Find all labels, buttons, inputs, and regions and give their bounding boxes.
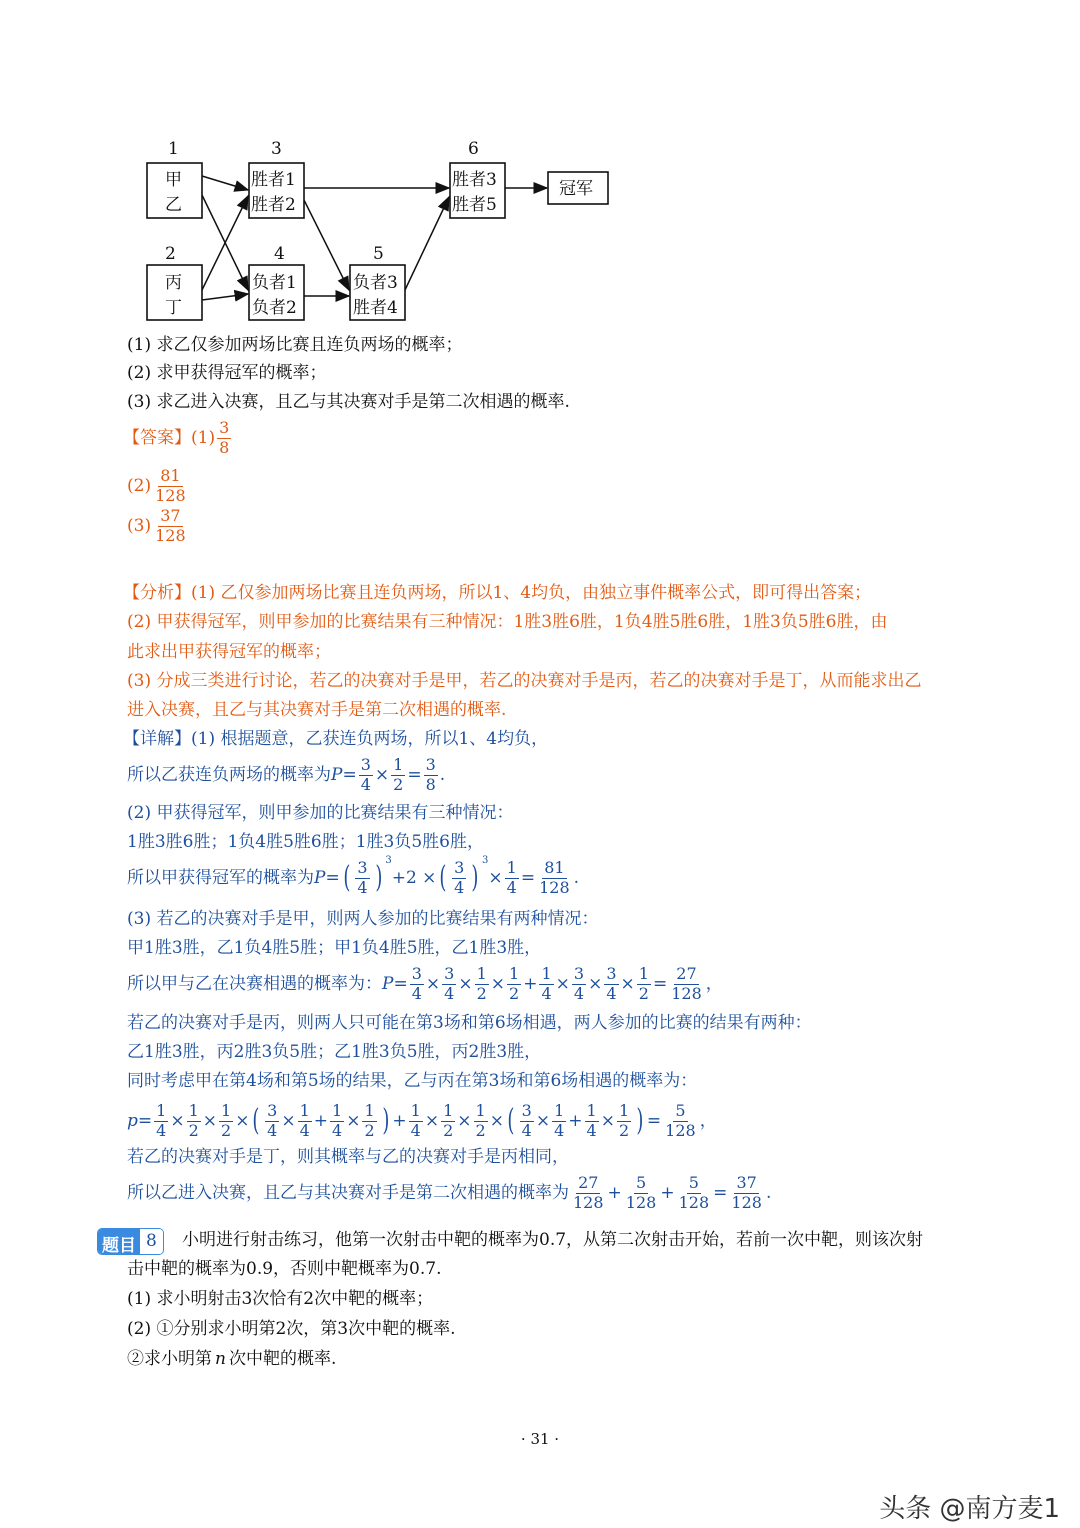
numerator: 27 bbox=[578, 1173, 599, 1192]
numerator: 1 bbox=[156, 1101, 167, 1120]
denominator: 4 bbox=[267, 1120, 278, 1140]
text: 若乙的决赛对手是丙，则两人只可能在第3场和第6场相遇，两人参加的比赛的结果有两种： bbox=[127, 1013, 812, 1033]
numerator: 1 bbox=[475, 1101, 486, 1120]
fraction bbox=[624, 1175, 659, 1212]
detail-line bbox=[127, 1175, 771, 1212]
numerator: 3 bbox=[606, 964, 617, 983]
fraction bbox=[219, 1103, 233, 1140]
text: × bbox=[488, 867, 503, 888]
denominator: 4 bbox=[156, 1120, 167, 1140]
fraction bbox=[539, 966, 553, 1003]
answer-line bbox=[127, 508, 190, 545]
question-1: (1) 求乙仅参加两场比赛且连负两场的概率； bbox=[127, 335, 463, 355]
denominator: 128 bbox=[155, 525, 186, 545]
text: 所以乙获连负两场的概率为 bbox=[127, 764, 331, 785]
numerator: 5 bbox=[675, 1101, 686, 1120]
denominator: 4 bbox=[454, 877, 465, 897]
text: . bbox=[439, 764, 446, 785]
numerator: 3 bbox=[454, 858, 465, 877]
text: . bbox=[573, 867, 580, 888]
text: × bbox=[281, 1110, 296, 1131]
text: × bbox=[170, 1110, 185, 1131]
denominator: 4 bbox=[573, 983, 585, 1003]
denominator: 4 bbox=[506, 877, 517, 897]
denominator: 2 bbox=[476, 983, 487, 1003]
problem-line: (2) ①分别求小明第2次，第3次中靶的概率. bbox=[127, 1319, 456, 1339]
denominator: 2 bbox=[188, 1120, 199, 1140]
numerator: 3 bbox=[267, 1101, 278, 1120]
detail-line bbox=[127, 966, 723, 1003]
fraction bbox=[604, 966, 618, 1003]
denominator: 128 bbox=[573, 1192, 604, 1212]
detail-line bbox=[127, 757, 445, 794]
detail-line bbox=[127, 1015, 812, 1032]
box-text: 丙 bbox=[165, 273, 182, 293]
exponent: 3 bbox=[482, 855, 489, 866]
numerator: 1 bbox=[393, 755, 404, 774]
exponent: 3 bbox=[385, 855, 392, 866]
fraction bbox=[187, 1103, 201, 1140]
denominator: 128 bbox=[678, 1192, 710, 1212]
text: × bbox=[235, 1110, 250, 1131]
parenthesis: ) bbox=[374, 860, 382, 896]
fraction bbox=[617, 1103, 631, 1140]
denominator: 128 bbox=[539, 877, 570, 897]
problem-line: (1) 求小明射击3次恰有2次中靶的概率； bbox=[127, 1289, 434, 1309]
detail-line bbox=[127, 855, 580, 897]
parenthesis: ) bbox=[636, 1103, 644, 1139]
variable: n bbox=[215, 1349, 226, 1369]
denominator: 8 bbox=[425, 774, 436, 794]
denominator: 128 bbox=[155, 485, 186, 505]
text: = bbox=[393, 973, 408, 994]
fraction bbox=[355, 860, 369, 897]
parenthesis: ( bbox=[439, 860, 447, 896]
box-text: 胜者2 bbox=[251, 195, 296, 215]
question-2: (2) 求甲获得冠军的概率； bbox=[127, 363, 327, 383]
fraction bbox=[585, 1103, 599, 1140]
box-text: 负者1 bbox=[252, 273, 297, 293]
parenthesis: ( bbox=[507, 1103, 515, 1139]
denominator: 2 bbox=[618, 1120, 630, 1140]
text: + bbox=[660, 1182, 675, 1203]
numerator: 1 bbox=[506, 858, 517, 877]
detail-line bbox=[127, 1044, 541, 1061]
problem-badge bbox=[97, 1228, 164, 1255]
numerator: 3 bbox=[425, 755, 436, 774]
detail-line bbox=[123, 731, 548, 748]
fraction bbox=[729, 1175, 764, 1212]
parenthesis: ( bbox=[252, 1103, 260, 1139]
fraction bbox=[677, 1175, 712, 1212]
denominator: 2 bbox=[638, 983, 649, 1003]
denominator: 2 bbox=[509, 983, 520, 1003]
analysis-line: 【分析】(1) 乙仅参加两场比赛且连负两场，所以1、4均负，由独立事件概率公式，即可得出答案； bbox=[123, 583, 872, 603]
numerator: 1 bbox=[221, 1101, 232, 1120]
answer-line bbox=[123, 420, 233, 457]
text: = bbox=[407, 764, 422, 785]
box-text: 丁 bbox=[165, 298, 182, 318]
denominator: 2 bbox=[443, 1120, 454, 1140]
text: + bbox=[523, 973, 538, 994]
text: 1胜3胜6胜；1负4胜5胜6胜；1胜3负5胜6胜， bbox=[127, 832, 484, 852]
text: × bbox=[457, 1110, 472, 1131]
numerator: 3 bbox=[573, 964, 585, 983]
fraction bbox=[153, 468, 188, 505]
numerator: 81 bbox=[544, 858, 565, 877]
text: × bbox=[374, 764, 390, 785]
numerator: 5 bbox=[635, 1173, 647, 1192]
arrow bbox=[304, 200, 349, 290]
text: +2 × bbox=[391, 867, 437, 888]
text: × bbox=[620, 973, 635, 994]
text: × bbox=[346, 1110, 361, 1131]
numerator: 81 bbox=[160, 466, 181, 485]
denominator: 128 bbox=[671, 983, 702, 1003]
problem-line: 击中靶的概率为0.9，否则中靶概率为0.7. bbox=[127, 1259, 442, 1279]
numerator: 3 bbox=[521, 1101, 532, 1120]
text: + bbox=[313, 1110, 329, 1131]
question-3: (3) 求乙进入决赛，且乙与其决赛对手是第二次相遇的概率. bbox=[127, 392, 570, 412]
fraction bbox=[153, 508, 188, 545]
fraction bbox=[571, 1175, 606, 1212]
denominator: 2 bbox=[393, 774, 404, 794]
variable: P bbox=[331, 764, 343, 785]
box-text: 胜者5 bbox=[452, 195, 497, 215]
text: (2) bbox=[127, 475, 152, 496]
text: = bbox=[137, 1110, 153, 1131]
match-label: 6 bbox=[468, 139, 479, 159]
text: = bbox=[325, 867, 340, 888]
fraction bbox=[330, 1103, 344, 1140]
fraction bbox=[410, 966, 424, 1003]
denominator: 2 bbox=[475, 1120, 486, 1140]
box-text: 胜者1 bbox=[251, 170, 296, 190]
fraction bbox=[217, 420, 231, 457]
numerator: 37 bbox=[160, 506, 181, 525]
text: (2) 甲获得冠军，则甲参加的比赛结果有三种情况： bbox=[127, 803, 514, 823]
fraction bbox=[154, 1103, 168, 1140]
text: + bbox=[392, 1110, 407, 1131]
numerator: 3 bbox=[219, 418, 230, 437]
denominator: 2 bbox=[364, 1120, 375, 1140]
fraction bbox=[359, 757, 373, 794]
denominator: 4 bbox=[444, 983, 455, 1003]
text: = bbox=[520, 867, 536, 888]
arrow bbox=[405, 197, 449, 290]
detail-line bbox=[127, 911, 598, 928]
box-text: 乙 bbox=[165, 195, 182, 215]
text: = bbox=[652, 973, 668, 994]
numerator: 1 bbox=[541, 964, 552, 983]
text: × bbox=[489, 1110, 504, 1131]
parenthesis: ( bbox=[343, 860, 351, 896]
denominator: 4 bbox=[360, 774, 371, 794]
text: × bbox=[600, 1110, 615, 1131]
match-label: 1 bbox=[168, 139, 179, 159]
denominator: 4 bbox=[541, 983, 552, 1003]
fraction bbox=[520, 1103, 534, 1140]
box-text: 甲 bbox=[165, 170, 182, 190]
fraction bbox=[474, 1103, 488, 1140]
numerator: 1 bbox=[364, 1101, 375, 1120]
text: (3) 若乙的决赛对手是甲，则两人参加的比赛结果有两种情况： bbox=[127, 909, 599, 929]
denominator: 4 bbox=[357, 877, 368, 897]
numerator: 27 bbox=[676, 964, 697, 983]
parenthesis: ) bbox=[471, 860, 479, 896]
text: + bbox=[568, 1110, 583, 1131]
text: ， bbox=[705, 973, 723, 994]
denominator: 8 bbox=[219, 437, 230, 457]
box-text: 负者2 bbox=[252, 298, 297, 318]
arrow bbox=[202, 176, 248, 190]
text: 同时考虑甲在第4场和第5场的结果，乙与丙在第3场和第6场相遇的概率为： bbox=[127, 1071, 698, 1091]
fraction bbox=[362, 1103, 376, 1140]
text: 所以乙进入决赛，且乙与其决赛对手是第二次相遇的概率为 bbox=[127, 1182, 569, 1203]
denominator: 128 bbox=[731, 1192, 762, 1212]
text: = bbox=[713, 1182, 728, 1203]
analysis-line: 进入决赛，且乙与其决赛对手是第二次相遇的概率. bbox=[127, 700, 507, 720]
numerator: 1 bbox=[476, 964, 487, 983]
fraction bbox=[669, 966, 704, 1003]
denominator: 4 bbox=[606, 983, 617, 1003]
box-text: 胜者3 bbox=[452, 170, 497, 190]
text: × bbox=[425, 973, 441, 994]
numerator: 1 bbox=[618, 1101, 630, 1120]
denominator: 2 bbox=[221, 1120, 232, 1140]
denominator: 4 bbox=[332, 1120, 343, 1140]
page-number: · 31 · bbox=[520, 1430, 560, 1448]
numerator: 1 bbox=[299, 1101, 310, 1120]
match-label: 5 bbox=[373, 244, 384, 264]
fraction bbox=[441, 1103, 455, 1140]
denominator: 4 bbox=[586, 1120, 597, 1140]
variable: P bbox=[382, 973, 394, 994]
box-text: 负者3 bbox=[353, 273, 398, 293]
answer-line bbox=[127, 468, 190, 505]
numerator: 3 bbox=[360, 755, 371, 774]
denominator: 128 bbox=[625, 1192, 657, 1212]
denominator: 4 bbox=[299, 1120, 310, 1140]
fraction bbox=[442, 966, 456, 1003]
text: ， bbox=[699, 1110, 717, 1131]
text: × bbox=[490, 973, 506, 994]
fraction bbox=[409, 1103, 423, 1140]
text: × bbox=[588, 973, 603, 994]
numerator: 1 bbox=[509, 964, 520, 983]
analysis-line: (2) 甲获得冠军，则甲参加的比赛结果有三种情况：1胜3胜6胜，1负4胜5胜6胜，1胜3负5胜6胜，由 bbox=[127, 612, 888, 632]
numerator: 1 bbox=[188, 1101, 199, 1120]
fraction bbox=[424, 757, 438, 794]
match-label: 2 bbox=[165, 244, 176, 264]
detail-line bbox=[127, 1149, 569, 1166]
numerator: 5 bbox=[688, 1173, 699, 1192]
box-text: 胜者4 bbox=[353, 298, 398, 318]
text: 若乙的决赛对手是丁，则其概率与乙的决赛对手是丙相同， bbox=[127, 1147, 569, 1167]
text: 甲1胜3胜，乙1负4胜5胜；甲1负4胜5胜，乙1胜3胜， bbox=[127, 938, 542, 958]
watermark: 头条 @南方麦1 bbox=[879, 1494, 1060, 1524]
text: × bbox=[535, 1110, 551, 1131]
analysis-line: (3) 分成三类进行讨论，若乙的决赛对手是甲，若乙的决赛对手是丙，若乙的决赛对手是丁，从而能求出乙 bbox=[127, 671, 922, 691]
fraction bbox=[452, 860, 466, 897]
denominator: 128 bbox=[665, 1120, 696, 1140]
numerator: 1 bbox=[443, 1101, 454, 1120]
match-label: 4 bbox=[274, 244, 285, 264]
text: × bbox=[458, 973, 473, 994]
fraction bbox=[505, 860, 519, 897]
fraction bbox=[507, 966, 521, 1003]
arrow bbox=[202, 294, 248, 300]
numerator: 37 bbox=[736, 1173, 757, 1192]
fraction bbox=[475, 966, 489, 1003]
fraction bbox=[265, 1103, 279, 1140]
text: 所以甲获得冠军的概率为 bbox=[127, 867, 314, 888]
text: (3) bbox=[127, 515, 152, 536]
numerator: 1 bbox=[410, 1101, 421, 1120]
detail-line bbox=[127, 1073, 697, 1090]
text: + bbox=[607, 1182, 622, 1203]
denominator: 4 bbox=[521, 1120, 532, 1140]
text: 所以甲与乙在决赛相遇的概率为： bbox=[127, 973, 382, 994]
fraction bbox=[552, 1103, 566, 1140]
numerator: 1 bbox=[332, 1101, 343, 1120]
numerator: 3 bbox=[357, 858, 368, 877]
denominator: 4 bbox=[410, 1120, 421, 1140]
fraction bbox=[572, 966, 586, 1003]
problem-line bbox=[127, 1351, 336, 1368]
text: × bbox=[202, 1110, 218, 1131]
variable: p bbox=[127, 1110, 138, 1131]
text: × bbox=[424, 1110, 440, 1131]
answer-label: 【答案】 bbox=[123, 427, 191, 448]
champion-text: 冠军 bbox=[559, 179, 593, 199]
numerator: 1 bbox=[586, 1101, 597, 1120]
fraction bbox=[637, 966, 651, 1003]
text: 【详解】(1) 根据题意，乙获连负两场，所以1、4均负， bbox=[123, 729, 549, 749]
text: 乙1胜3胜，丙2胜3负5胜；乙1胜3负5胜，丙2胜3胜， bbox=[127, 1042, 542, 1062]
text: (1) bbox=[191, 427, 216, 448]
fraction bbox=[298, 1103, 312, 1140]
detail-line bbox=[127, 940, 541, 957]
text: = bbox=[646, 1110, 662, 1131]
match-label: 3 bbox=[271, 139, 282, 159]
tournament-diagram bbox=[0, 0, 700, 330]
text: = bbox=[342, 764, 357, 785]
text: × bbox=[555, 973, 570, 994]
denominator: 4 bbox=[554, 1120, 565, 1140]
analysis-line: 此求出甲获得冠军的概率； bbox=[127, 642, 331, 662]
fraction bbox=[537, 860, 572, 897]
numerator: 1 bbox=[638, 964, 649, 983]
numerator: 3 bbox=[444, 964, 455, 983]
fraction bbox=[663, 1103, 698, 1140]
badge-number: 8 bbox=[140, 1229, 163, 1254]
badge-label: 题目 bbox=[98, 1229, 140, 1254]
text: 次中靶的概率. bbox=[228, 1349, 337, 1369]
detail-line bbox=[127, 834, 484, 851]
fraction bbox=[391, 757, 405, 794]
text: . bbox=[765, 1182, 772, 1203]
detail-line bbox=[127, 805, 513, 822]
variable: P bbox=[314, 867, 326, 888]
denominator: 4 bbox=[411, 983, 422, 1003]
problem-line: 小明进行射击练习，他第一次射击中靶的概率为0.7，从第二次射击开始，若前一次中靶，则该次射 bbox=[182, 1230, 924, 1250]
numerator: 3 bbox=[411, 964, 422, 983]
parenthesis: ) bbox=[382, 1103, 390, 1139]
numerator: 1 bbox=[554, 1101, 565, 1120]
detail-line bbox=[127, 1103, 717, 1140]
text: ②求小明第 bbox=[127, 1349, 212, 1369]
